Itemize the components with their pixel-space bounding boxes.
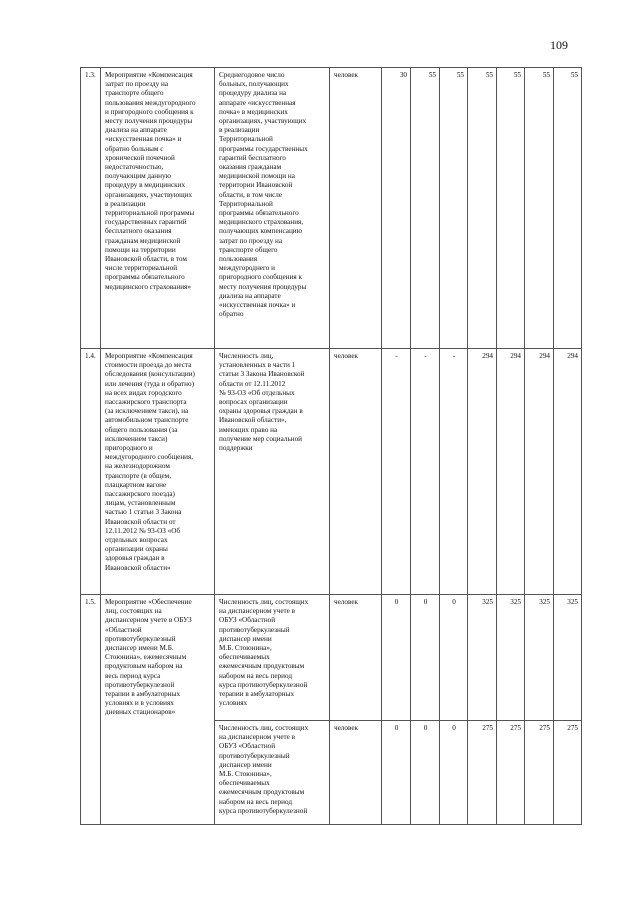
page-number: 109 bbox=[550, 38, 568, 52]
indicator-text: Численность лиц, состоящих на диспансерном учете в ОБУЗ «Областной противотуберкулезный диспансер имени М.Б. Стоюнина», обеспечиваемых ежемесячным продуктовым набором на весь период курса противотуберкулезной bbox=[219, 724, 309, 815]
value-cell: 0 bbox=[382, 721, 411, 825]
row-number: 1.5. bbox=[81, 595, 101, 825]
value-cell: 0 bbox=[440, 595, 468, 721]
value-cell: - bbox=[411, 349, 440, 595]
unit-cell: человек bbox=[330, 721, 382, 825]
value-cell: - bbox=[440, 349, 468, 595]
event-description bbox=[101, 349, 215, 595]
table-row bbox=[81, 595, 582, 721]
event-description bbox=[101, 595, 215, 825]
value-cell: 55 bbox=[468, 68, 497, 349]
value-cell: 294 bbox=[468, 349, 497, 595]
row-number: 1.3. bbox=[81, 68, 101, 349]
indicator-description bbox=[215, 349, 330, 595]
value-cell: 0 bbox=[411, 595, 440, 721]
value-cell: 55 bbox=[440, 68, 468, 349]
value-cell: 30 bbox=[382, 68, 411, 349]
value-cell: 55 bbox=[411, 68, 440, 349]
value-cell: 55 bbox=[525, 68, 554, 349]
unit-cell: человек bbox=[330, 349, 382, 595]
event-text: Мероприятие «Компенсация стоимости проезда до места обследования (консультации) или лечения (туда и обратно) на всех видах городского пассажирского транспорта (за исключением такси), на автомобильном транспорте общего пользования (за исключением такси) пригородного и междугородного сообщения, на железнодорожном транспорте (в общем, плацкартном вагоне пассажирского поезда) лицам, установленным частью 1 статьи 3 Закона Ивановской области от 12.11.2012 № 93-ОЗ «Об отдельных вопросах организации охраны здоровья граждан в Ивановской области» bbox=[105, 352, 195, 572]
value-cell: 294 bbox=[497, 349, 525, 595]
row-number: 1.4. bbox=[81, 349, 101, 595]
value-cell: 55 bbox=[497, 68, 525, 349]
value-cell: 325 bbox=[497, 595, 525, 721]
indicator-description bbox=[215, 595, 330, 721]
unit-cell: человек bbox=[330, 68, 382, 349]
indicators-table bbox=[80, 67, 582, 825]
value-cell: 275 bbox=[497, 721, 525, 825]
event-text: Мероприятие «Обеспечение лиц, состоящих на диспансерном учете в ОБУЗ «Областной противотуберкулезный диспансер имени М.Б. Стоюнина», ежемесячным продуктовым набором на весь период курса противотуберкулезной терапии в амбулаторных условиях и в условиях дневных стационаров» bbox=[105, 598, 192, 717]
value-cell: 294 bbox=[554, 349, 582, 595]
value-cell: 55 bbox=[554, 68, 582, 349]
value-cell: 0 bbox=[382, 595, 411, 721]
value-cell: 275 bbox=[525, 721, 554, 825]
event-text: Мероприятие «Компенсация затрат по проезду на транспорте общего пользования междугородного и пригородного сообщения к месту получения процедуры диализа на аппарате «искусственная почка» и обратно больным с хронической почечной недостаточностью, получающим данную процедуру в медицинских организациях, участвующих в реализации территориальной программы государственных гарантий бесплатного оказания гражданам медицинской помощи на территории Ивановской области, в том числе территориальной программы обязательного медицинского страхования» bbox=[105, 71, 196, 291]
value-cell: 275 bbox=[554, 721, 582, 825]
value-cell: 325 bbox=[525, 595, 554, 721]
value-cell: 0 bbox=[440, 721, 468, 825]
event-description bbox=[101, 68, 215, 349]
value-cell: 0 bbox=[411, 721, 440, 825]
indicator-text: Среднегодовое число больных, получающих процедуру диализа на аппарате «искусственная почка» в медицинских организациях, участвующих в реализации Территориальной программы государственных гарантий бесплатного оказания гражданам медицинской помощи на территории Ивановской области, в том числе Территориальной программы обязательного медицинского страхования, получающих компенсацию затрат по проезду на транспорте общего пользования междугороднего и пригородного сообщения к месту получения процедуры диализа на аппарате «искусственная почка» и обратно bbox=[219, 71, 308, 319]
indicator-description bbox=[215, 68, 330, 349]
value-cell: 325 bbox=[468, 595, 497, 721]
table-row bbox=[81, 68, 582, 349]
indicator-text: Численность лиц, состоящих на диспансерном учете в ОБУЗ «Областной противотуберкулезный диспансер имени М.Б. Стоюнина», обеспечиваемых ежемесячным продуктовым набором на весь период курса противотуберкулезной терапии в амбулаторных условиях bbox=[219, 598, 309, 708]
value-cell: - bbox=[382, 349, 411, 595]
indicator-text: Численность лиц, установленных в части 1 статьи 3 Закона Ивановской области от 12.11.2012 № 93-ОЗ «Об отдельных вопросах организации охраны здоровья граждан в Ивановской области», имеющих право на получение мер социальной поддержки bbox=[219, 352, 305, 453]
table-row bbox=[81, 349, 582, 595]
value-cell: 294 bbox=[525, 349, 554, 595]
value-cell: 325 bbox=[554, 595, 582, 721]
unit-cell: человек bbox=[330, 595, 382, 721]
value-cell: 275 bbox=[468, 721, 497, 825]
indicator-description bbox=[215, 721, 330, 825]
